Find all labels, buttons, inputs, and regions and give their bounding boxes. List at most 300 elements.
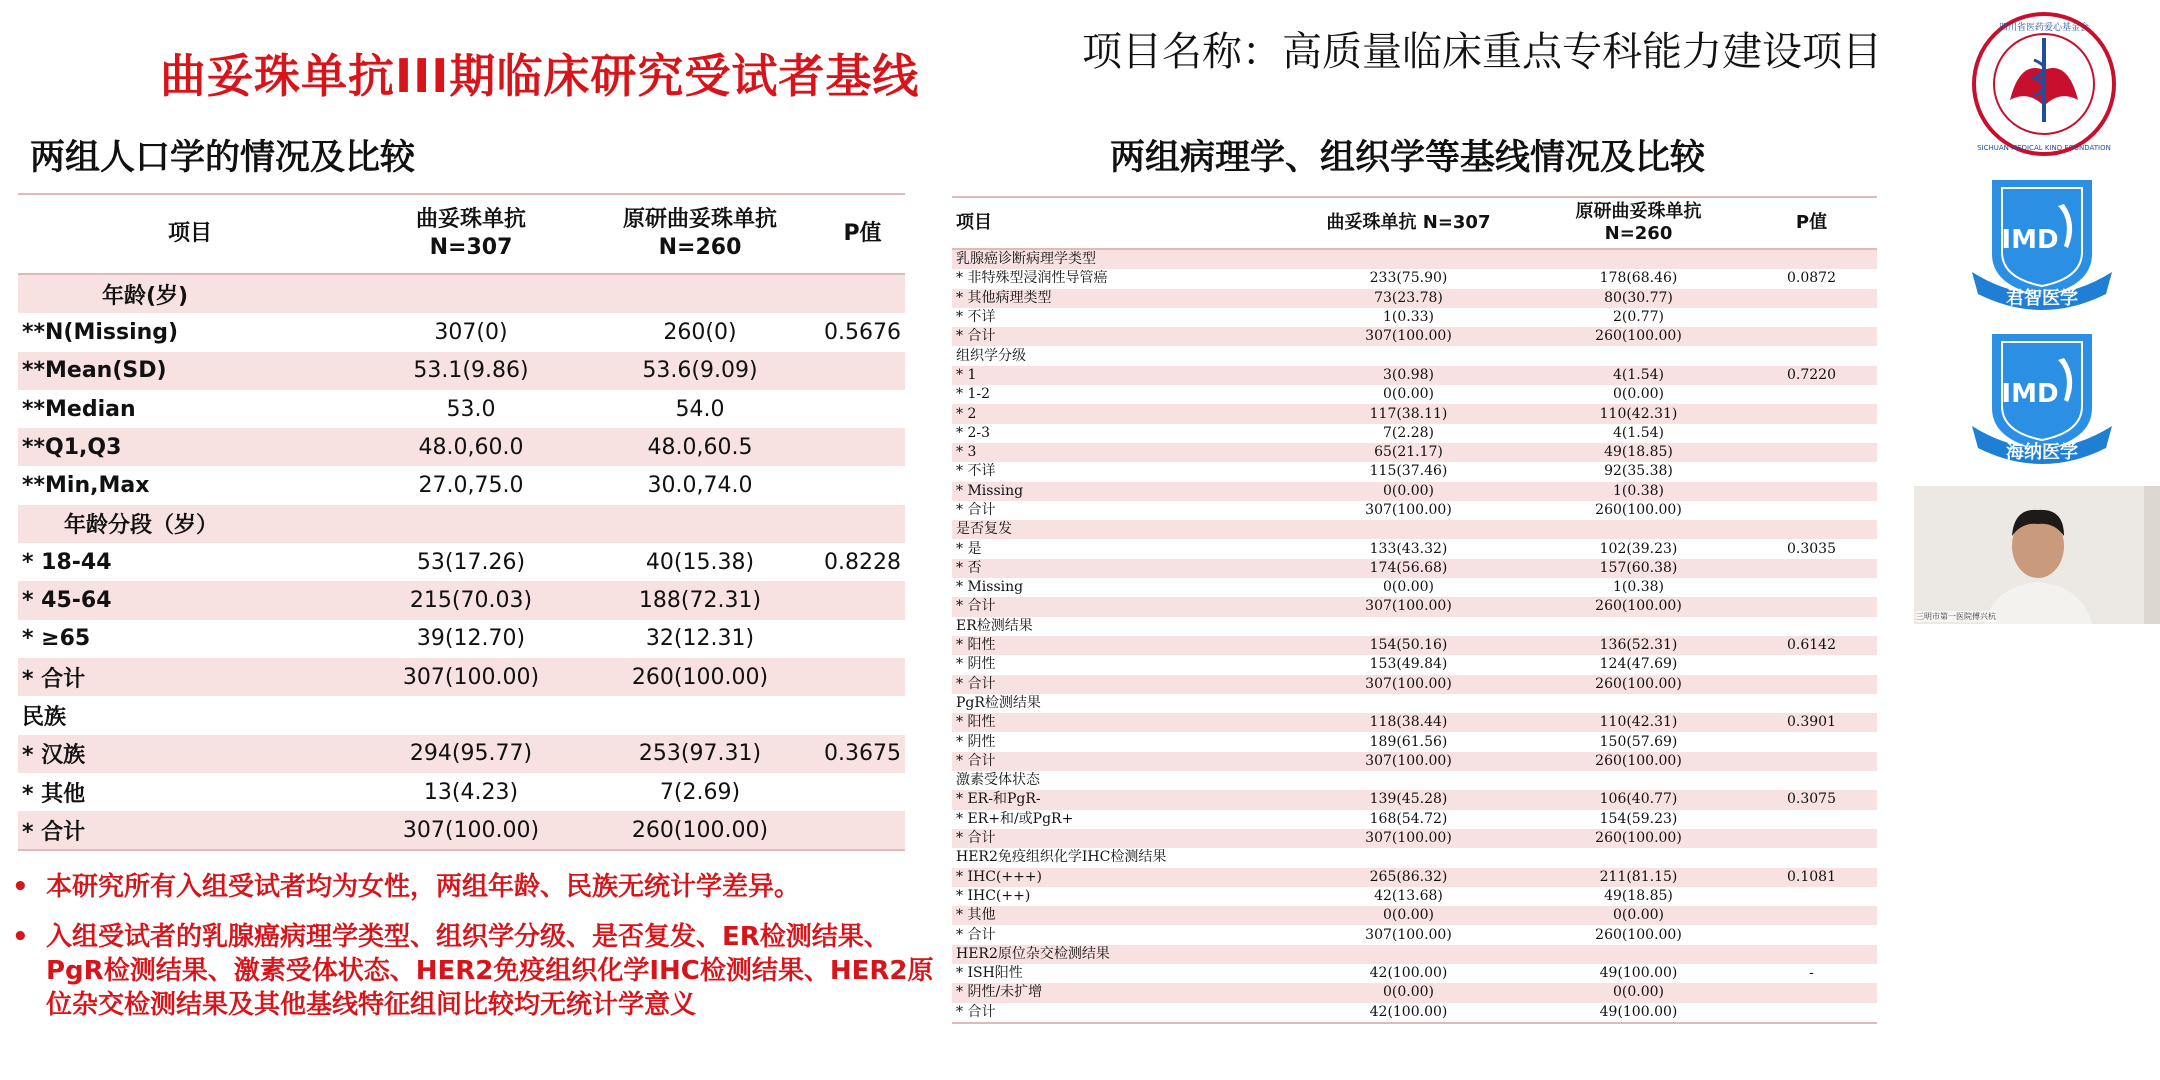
table-cell: [1286, 617, 1531, 636]
table-row: [18, 735, 905, 773]
table-cell: 307(0): [434, 319, 508, 345]
table-cell: 253(97.31): [580, 735, 820, 773]
table-cell: 0.3901: [1746, 713, 1877, 732]
table-cell: [1286, 771, 1531, 790]
row-label: * ER-和PgR-: [952, 790, 1286, 809]
row-label: * 阴性: [956, 656, 996, 673]
summary-bullets: [12, 870, 942, 1038]
table-cell: [1286, 249, 1531, 269]
table-cell: 73(23.78): [1286, 289, 1531, 308]
table-row: [18, 428, 905, 466]
table-cell: 42(13.68): [1374, 887, 1443, 904]
table-cell: 7(2.69): [659, 779, 741, 805]
row-label: * 3: [952, 443, 1286, 462]
row-label: * 其他: [952, 906, 1286, 925]
table-cell: 260(100.00): [1531, 327, 1746, 346]
table-cell: [1531, 520, 1746, 539]
table-row: [18, 543, 905, 581]
table-cell: [1286, 694, 1531, 713]
row-label: * Missing: [956, 579, 1024, 596]
row-label: * IHC(+++): [952, 868, 1286, 887]
imd-text: IMD: [2001, 379, 2059, 409]
row-label: **Mean(SD): [18, 352, 362, 390]
table-row: [952, 771, 1877, 790]
table-cell: [1746, 848, 1877, 867]
table-row: [952, 327, 1877, 346]
table-cell: [362, 696, 580, 734]
row-label: **Q1,Q3: [18, 428, 362, 466]
table-cell: [820, 811, 905, 850]
table-cell: [1746, 501, 1877, 520]
table-row: [952, 790, 1877, 809]
table-cell: [820, 390, 905, 428]
junzhi-badge-logo: [1968, 176, 2116, 320]
table-row: [952, 308, 1877, 327]
slide-title: 曲妥珠单抗III期临床研究受试者基线: [160, 49, 920, 103]
row-label: * 18-44: [22, 549, 112, 575]
row-label: * 1: [952, 366, 1286, 385]
table-row: [952, 848, 1877, 867]
table-row: [952, 482, 1877, 501]
table-cell: [1746, 675, 1877, 694]
table-row: [952, 983, 1877, 1002]
row-label: * 合计: [952, 829, 1286, 848]
table-cell: [1746, 597, 1877, 616]
table-cell: 294(95.77): [362, 735, 580, 773]
table-cell: 307(100.00): [1365, 926, 1452, 943]
table-cell: [1286, 520, 1531, 539]
table-cell: [1531, 346, 1746, 365]
table-row: [952, 887, 1877, 906]
table-cell: 150(57.69): [1599, 733, 1678, 750]
table-cell: [820, 352, 905, 390]
table-cell: 53.6(9.09): [580, 352, 820, 390]
table-row: [18, 620, 905, 658]
table-cell: [1746, 1003, 1877, 1023]
column-header: P值: [820, 194, 905, 274]
table-cell: 0.1081: [1746, 868, 1877, 887]
table-cell: [1746, 462, 1877, 481]
table-cell: 0(0.00): [1382, 386, 1434, 403]
table-cell: [1746, 925, 1877, 944]
table-cell: [1746, 443, 1877, 462]
table-row: [952, 1003, 1877, 1023]
table-cell: [1746, 559, 1877, 578]
table-cell: 40(15.38): [645, 549, 755, 575]
pathology-table: [952, 196, 1877, 1024]
table-cell: 54.0: [675, 396, 725, 422]
row-label: * 阳性: [952, 636, 1286, 655]
row-label: 激素受体状态: [956, 772, 1040, 789]
table-row: [952, 732, 1877, 751]
row-label: 是否复发: [952, 520, 1286, 539]
table-row: [18, 313, 905, 351]
table-cell: [362, 274, 580, 313]
table-row: [952, 675, 1877, 694]
table-cell: 48.0,60.5: [580, 428, 820, 466]
table-cell: 1(0.38): [1612, 579, 1664, 596]
presenter-avatar: [1914, 486, 2160, 624]
bullet-item: • 本研究所有入组受试者均为女性，两组年龄、民族无统计学差异。: [12, 872, 801, 902]
table-cell: 1(0.38): [1531, 482, 1746, 501]
table-cell: 0.8228: [824, 549, 901, 575]
table-cell: [1746, 327, 1877, 346]
table-row: [952, 520, 1877, 539]
table-cell: 154(50.16): [1286, 636, 1531, 655]
table-cell: 265(86.32): [1286, 868, 1531, 887]
row-label: * 合计: [952, 1003, 1286, 1023]
table-cell: [1746, 945, 1877, 964]
table-cell: [820, 466, 905, 504]
table-header-row: [952, 197, 1877, 249]
row-label: **N(Missing): [22, 319, 179, 345]
row-label: * ISH阳性: [956, 965, 1023, 982]
row-label: PgR检测结果: [956, 694, 1041, 711]
foundation-logo-text: 四川省医药爱心基金会: [1998, 23, 2090, 33]
table-cell: 0(0.00): [1531, 983, 1746, 1002]
row-label: * 合计: [956, 502, 996, 518]
table-cell: 260(100.00): [1531, 675, 1746, 694]
table-cell: 211(81.15): [1531, 868, 1746, 887]
table-cell: [1746, 346, 1877, 365]
table-row: [952, 249, 1877, 269]
table-row: [952, 636, 1877, 655]
row-label: * 合计: [18, 658, 362, 696]
table-cell: 188(72.31): [580, 581, 820, 619]
table-cell: 110(42.31): [1531, 404, 1746, 423]
row-label: * 是: [956, 540, 982, 557]
table-row: [952, 945, 1877, 964]
row-label: * ER+和/或PgR+: [956, 810, 1074, 827]
table-cell: 136(52.31): [1531, 636, 1746, 655]
table-cell: [1746, 655, 1877, 674]
table-cell: 307(100.00): [1365, 502, 1452, 518]
table-cell: [1746, 249, 1877, 269]
table-cell: 92(35.38): [1604, 463, 1673, 480]
row-label: * 阴性: [956, 733, 996, 750]
table-cell: 49(100.00): [1599, 965, 1678, 982]
table-cell: [1746, 752, 1877, 771]
table-cell: 115(37.46): [1369, 463, 1448, 480]
table-cell: [1746, 906, 1877, 925]
table-cell: [1286, 848, 1531, 867]
row-label: * 45-64: [18, 581, 362, 619]
table-row: [952, 597, 1877, 616]
table-cell: 260(100.00): [580, 658, 820, 696]
row-label: * 合计: [952, 597, 1286, 616]
badge-label: 君智医学: [2006, 288, 2078, 309]
table-cell: 178(68.46): [1599, 270, 1678, 287]
row-label: * Missing: [952, 482, 1286, 501]
table-row: [952, 713, 1877, 732]
table-cell: [820, 505, 905, 543]
table-cell: 174(56.68): [1286, 559, 1531, 578]
row-label: * 合计: [18, 811, 362, 850]
table-cell: 307(100.00): [1286, 327, 1531, 346]
table-row: [18, 696, 905, 734]
column-header: 曲妥珠单抗 N=307: [1286, 197, 1531, 249]
row-label: **Min,Max: [22, 473, 150, 499]
table-cell: [820, 274, 905, 313]
table-cell: -: [1809, 965, 1814, 982]
table-row: [952, 752, 1877, 771]
table-row: [952, 443, 1877, 462]
table-cell: 106(40.77): [1531, 790, 1746, 809]
table-cell: 307(100.00): [1286, 829, 1531, 848]
webcam-caption: 三明市第一医院傅兴杭: [1916, 612, 1996, 621]
table-row: [952, 269, 1877, 288]
row-label: 组织学分级: [956, 347, 1026, 364]
imd-text: IMD: [2001, 225, 2059, 255]
table-cell: 260(100.00): [1531, 597, 1746, 616]
table-row: [952, 346, 1877, 365]
table-cell: 0.6142: [1746, 636, 1877, 655]
table-cell: 153(49.84): [1369, 656, 1448, 673]
table-header-row: [18, 194, 905, 274]
table-cell: 117(38.11): [1286, 404, 1531, 423]
table-cell: 307(100.00): [1286, 752, 1531, 771]
row-label: ER检测结果: [956, 617, 1033, 634]
column-header: 项目: [18, 194, 362, 274]
row-label: * 否: [952, 559, 1286, 578]
table-cell: [1531, 617, 1746, 636]
table-cell: [1746, 887, 1877, 906]
table-cell: 0(0.00): [1531, 906, 1746, 925]
table-cell: 157(60.38): [1531, 559, 1746, 578]
table-row: [952, 655, 1877, 674]
table-cell: 49(18.85): [1531, 443, 1746, 462]
table-cell: [820, 658, 905, 696]
table-cell: [1746, 289, 1877, 308]
table-row: [952, 906, 1877, 925]
table-cell: 307(100.00): [362, 811, 580, 850]
column-header: 原研曲妥珠单抗 N=260: [1531, 197, 1746, 249]
badge-label: 海纳医学: [2006, 442, 2078, 463]
table-row: [952, 925, 1877, 944]
column-header: 原研曲妥珠单抗 N=260: [580, 194, 820, 274]
table-cell: 139(45.28): [1286, 790, 1531, 809]
table-cell: 7(2.28): [1382, 424, 1434, 441]
table-cell: 133(43.32): [1369, 540, 1448, 557]
row-label: * 合计: [952, 327, 1286, 346]
table-cell: [820, 696, 905, 734]
table-row: [952, 559, 1877, 578]
table-cell: [1746, 308, 1877, 327]
table-cell: 65(21.17): [1286, 443, 1531, 462]
table-cell: 3(0.98): [1286, 366, 1531, 385]
row-label: 民族: [22, 704, 67, 730]
table-cell: [1531, 945, 1746, 964]
foundation-logo: [1970, 10, 2118, 158]
table-cell: 110(42.31): [1531, 713, 1746, 732]
table-row: [952, 501, 1877, 520]
table-cell: 307(100.00): [362, 658, 580, 696]
table-cell: 39(12.70): [416, 626, 526, 652]
table-row: [952, 385, 1877, 404]
table-row: [952, 868, 1877, 887]
column-header: 曲妥珠单抗 N=307: [362, 194, 580, 274]
project-name: 项目名称：高质量临床重点专科能力建设项目: [1082, 29, 1882, 75]
table-cell: 0(0.00): [1286, 906, 1531, 925]
table-cell: 80(30.77): [1531, 289, 1746, 308]
table-cell: 49(100.00): [1531, 1003, 1746, 1023]
table-cell: 260(100.00): [580, 811, 820, 850]
row-label: * 汉族: [18, 735, 362, 773]
table-cell: 260(0): [663, 319, 737, 345]
haina-badge-logo: [1968, 330, 2116, 474]
webcam-video: [1914, 486, 2160, 624]
table-row: [952, 462, 1877, 481]
table-cell: 0.3675: [820, 735, 905, 773]
table-cell: [1746, 424, 1877, 443]
row-label: * 2-3: [956, 424, 990, 441]
row-label: * 不详: [956, 309, 996, 326]
table-cell: 0.3035: [1787, 540, 1836, 557]
table-cell: 48.0,60.0: [362, 428, 580, 466]
table-cell: 13(4.23): [423, 779, 519, 805]
foundation-logo-ring: SICHUAN MEDICAL KIND FOUNDATION: [1977, 144, 2111, 152]
table-cell: 4(1.54): [1612, 424, 1664, 441]
table-cell: 307(100.00): [1286, 675, 1531, 694]
table-row: [18, 274, 905, 313]
row-label: 年龄(岁): [18, 274, 362, 313]
column-header: P值: [1746, 197, 1877, 249]
table-cell: 260(100.00): [1595, 926, 1682, 943]
table-row: [18, 466, 905, 504]
table-cell: [1746, 829, 1877, 848]
table-row: [952, 694, 1877, 713]
table-cell: 307(100.00): [1286, 597, 1531, 616]
row-label: **Median: [22, 396, 136, 422]
table-cell: [1531, 848, 1746, 867]
table-cell: [580, 696, 820, 734]
table-cell: [820, 581, 905, 619]
row-label: * 其他: [22, 781, 86, 807]
table-cell: [1746, 404, 1877, 423]
row-label: * 2: [952, 404, 1286, 423]
table-row: [18, 505, 905, 543]
table-cell: [1746, 732, 1877, 751]
table-row: [952, 424, 1877, 443]
row-label: * 合计: [956, 926, 996, 943]
table-cell: 260(100.00): [1531, 829, 1746, 848]
table-cell: [1746, 810, 1877, 829]
table-cell: [1746, 385, 1877, 404]
row-label: HER2免疫组织化学IHC检测结果: [956, 849, 1167, 866]
table-cell: 233(75.90): [1369, 270, 1448, 287]
table-cell: 260(100.00): [1531, 752, 1746, 771]
table-cell: 215(70.03): [362, 581, 580, 619]
table-cell: [820, 620, 905, 658]
table-row: [952, 829, 1877, 848]
table-cell: 168(54.72): [1369, 810, 1448, 827]
row-label: 年龄分段（岁）: [18, 505, 362, 543]
table-cell: 0.0872: [1787, 270, 1836, 287]
table-row: [18, 658, 905, 696]
table-row: [18, 773, 905, 811]
table-cell: 0.5676: [824, 319, 901, 345]
table-cell: 2(0.77): [1612, 309, 1664, 326]
row-label: 乳腺癌诊断病理学类型: [952, 249, 1286, 269]
table-cell: [1531, 771, 1746, 790]
table-cell: 154(59.23): [1599, 810, 1678, 827]
table-cell: 53.0: [446, 396, 496, 422]
table-cell: 0(0.00): [1382, 579, 1434, 596]
table-cell: [1746, 694, 1877, 713]
column-header: 项目: [952, 197, 1286, 249]
table-cell: [580, 505, 820, 543]
row-label: * 阳性: [952, 713, 1286, 732]
table-cell: 1(0.33): [1382, 309, 1434, 326]
bullet-item: • 入组受试者的乳腺癌病理学类型、组织学分级、是否复发、ER检测结果、PgR检测结果、激素受体状态、HER2免疫组织化学IHC检测结果、HER2原位杂交检测结果及其他基线特征组间比较均无统计学意义: [12, 922, 934, 1020]
table-row: [18, 581, 905, 619]
table-cell: [1531, 694, 1746, 713]
table-cell: 53.1(9.86): [362, 352, 580, 390]
table-cell: [1531, 249, 1746, 269]
table-cell: 30.0,74.0: [647, 473, 753, 499]
table-cell: [1286, 945, 1531, 964]
row-label: * ≥65: [22, 626, 91, 652]
table-row: [952, 366, 1877, 385]
row-label: HER2原位杂交检测结果: [952, 945, 1286, 964]
left-table-heading: 两组人口学的情况及比较: [30, 138, 416, 178]
table-cell: 0(0.00): [1612, 386, 1664, 403]
table-row: [952, 404, 1877, 423]
row-label: * 合计: [952, 752, 1286, 771]
table-row: [952, 810, 1877, 829]
table-cell: 0(0.00): [1286, 482, 1531, 501]
table-cell: 260(100.00): [1595, 502, 1682, 518]
table-cell: [1746, 617, 1877, 636]
table-cell: 0(0.00): [1286, 983, 1531, 1002]
table-cell: 124(47.69): [1599, 656, 1678, 673]
table-row: [18, 352, 905, 390]
row-label: * 非特殊型浸润性导管癌: [956, 270, 1108, 287]
row-label: * 合计: [952, 675, 1286, 694]
table-row: [952, 539, 1877, 558]
demographics-table: [18, 193, 905, 851]
table-cell: 0.3075: [1746, 790, 1877, 809]
table-cell: 189(61.56): [1369, 733, 1448, 750]
table-cell: 4(1.54): [1531, 366, 1746, 385]
row-label: * 不详: [956, 463, 996, 480]
row-label: * IHC(++): [956, 887, 1031, 904]
table-cell: 27.0,75.0: [418, 473, 524, 499]
table-row: [952, 617, 1877, 636]
table-cell: [1746, 771, 1877, 790]
table-cell: [1746, 520, 1877, 539]
table-row: [18, 811, 905, 850]
table-cell: 53(17.26): [416, 549, 526, 575]
table-cell: 32(12.31): [645, 626, 755, 652]
table-cell: [820, 428, 905, 466]
right-table-heading: 两组病理学、组织学等基线情况及比较: [1110, 138, 1706, 178]
table-row: [18, 390, 905, 428]
row-label: * 阴性/未扩增: [952, 983, 1286, 1002]
table-cell: 0.7220: [1746, 366, 1877, 385]
table-cell: 102(39.23): [1599, 540, 1678, 557]
table-cell: [362, 505, 580, 543]
table-cell: 118(38.44): [1286, 713, 1531, 732]
table-cell: 49(18.85): [1604, 887, 1673, 904]
row-label: * 其他病理类型: [952, 289, 1286, 308]
table-cell: [1746, 578, 1877, 597]
table-cell: [820, 773, 905, 811]
table-row: [952, 578, 1877, 597]
table-cell: [1286, 346, 1531, 365]
table-cell: [580, 274, 820, 313]
table-row: [952, 289, 1877, 308]
